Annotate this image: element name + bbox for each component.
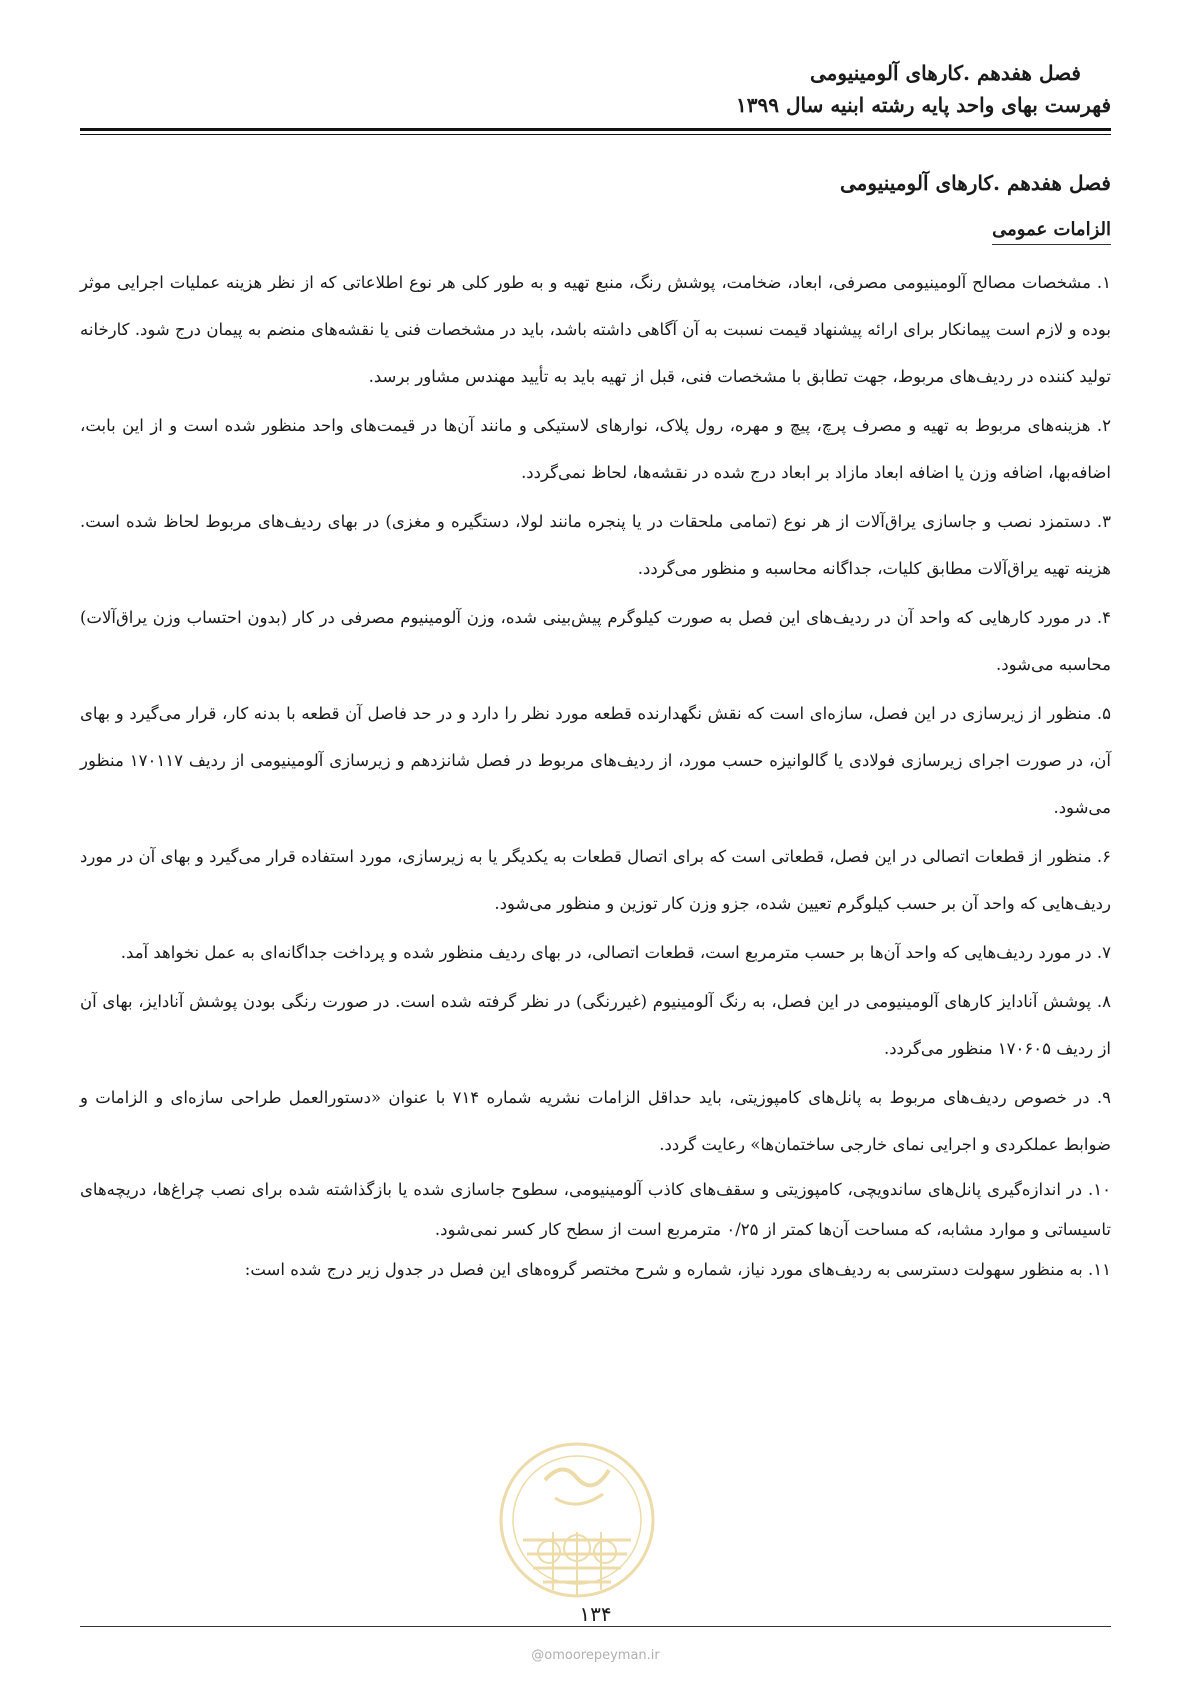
section-title: الزامات عمومی bbox=[992, 216, 1111, 245]
list-item-text: ۹. در خصوص ردیف‌های مربوط به پانل‌های کامپوزیتی، باید حداقل الزامات نشریه شماره ۷۱۴ با عنوان «دستورالعمل طراحی سازه‌ای و الزامات و ضوابط عملکردی و اجرایی نمای خارجی ساختمان‌ها» رعایت گردد. bbox=[80, 1088, 1111, 1154]
header-catalog: فهرست بهای واحد پایه رشته ابنیه سال ۱۳۹۹ bbox=[736, 93, 1111, 117]
list-item-text: ۱۰. در اندازه‌گیری پانل‌های ساندویچی، کامپوزیتی و سقف‌های کاذب آلومینیومی، سطوح جاسازی شده یا بازگذاشته شده برای نصب چراغ‌ها، دریچه‌های تاسیساتی و موارد مشابه، که مساحت آن‌ها کمتر از ۰/۲۵ مترمربع است از سطح کار کسر نمی‌شود. bbox=[80, 1180, 1111, 1239]
list-item bbox=[80, 690, 1111, 831]
header-rule-thin bbox=[80, 134, 1111, 135]
item-list bbox=[80, 259, 1111, 1290]
list-item bbox=[80, 402, 1111, 496]
list-item bbox=[80, 929, 1111, 976]
list-item bbox=[80, 1250, 1111, 1290]
list-item bbox=[80, 498, 1111, 592]
list-item-text: ۱۱. به منظور سهولت دسترسی به ردیف‌های مورد نیاز، شماره و شرح مختصر گروه‌های این فصل در جدول زیر درج شده است: bbox=[244, 1260, 1111, 1279]
list-item-text: ۶. منظور از قطعات اتصالی در این فصل، قطعاتی است که برای اتصال قطعات به یکدیگر یا به زیرسازی، مورد استفاده قرار می‌گیرد و بهای آن در مورد ردیف‌هایی که واحد آن بر حسب کیلوگرم تعیین شده، جزو وزن کار توزین و منظور می‌شود. bbox=[80, 847, 1111, 913]
list-item bbox=[80, 594, 1111, 688]
header-rule-thick bbox=[80, 128, 1111, 131]
list-item-text: ۱. مشخصات مصالح آلومینیومی مصرفی، ابعاد، ضخامت، پوشش رنگ، منبع تهیه و به طور کلی هر نوع اطلاعاتی که از نظر هزینه عملیات اجرایی موثر بوده و لازم است پیمانکار برای ارائه پیشنهاد قیمت نسبت به آن آگاهی داشته باشد، باید در مشخصات فنی یا نقشه‌های منضم به پیمان درج شود. کارخانه تولید کننده در ردیف‌های مربوط، جهت تطابق با مشخصات فنی، قبل از تهیه باید به تأیید مهندس مشاور برسد. bbox=[80, 273, 1111, 386]
main-content bbox=[80, 168, 1111, 1290]
watermark: @omoorepeyman.ir bbox=[531, 1648, 660, 1663]
list-item bbox=[80, 1074, 1111, 1168]
chapter-title: فصل هفدهم .کارهای آلومینیومی bbox=[839, 171, 1111, 195]
list-item-text: ۷. در مورد ردیف‌هایی که واحد آن‌ها بر حسب مترمربع است، قطعات اتصالی، در بهای ردیف منظور شده و پرداخت جداگانه‌ای به عمل نخواهد آمد. bbox=[120, 943, 1111, 962]
list-item-text: ۵. منظور از زیرسازی در این فصل، سازه‌ای است که نقش نگهدارنده قطعه مورد نظر را دارد و در حد فاصل آن قطعه با بدنه کار، قرار می‌گیرد و بهای آن، در صورت اجرای زیرسازی فولادی یا گالوانیزه حسب مورد، از ردیف‌های مربوط در فصل شانزدهم و زیرسازی آلومینیومی از ردیف ۱۷۰۱۱۷ منظور می‌شود. bbox=[80, 704, 1111, 817]
list-item-text: ۴. در مورد کارهایی که واحد آن در ردیف‌های این فصل به صورت کیلوگرم پیش‌بینی شده، وزن آلومینیوم مصرفی در کار (بدون احتساب وزن یراق‌آلات) محاسبه می‌شود. bbox=[80, 608, 1111, 674]
list-item bbox=[80, 833, 1111, 927]
seal-logo-icon bbox=[493, 1420, 661, 1620]
footer-rule bbox=[80, 1626, 1111, 1627]
list-item-text: ۲. هزینه‌های مربوط به تهیه و مصرف پرچ، پیچ و مهره، رول پلاک، نوارهای لاستیکی و مانند آن‌ها در قیمت‌های واحد منظور شده است و از این بابت، اضافه‌بها، اضافه وزن یا اضافه ابعاد مازاد بر ابعاد درج شده در نقشه‌ها، لحاظ نمی‌گردد. bbox=[80, 416, 1111, 482]
list-item-text: ۸. پوشش آنادایز کارهای آلومینیومی در این فصل، به رنگ آلومینیوم (غیررنگی) در نظر گرفته شده است. در صورت رنگی بودن پوشش آنادایز، بهای آن از ردیف ۱۷۰۶۰۵ منظور می‌گردد. bbox=[80, 992, 1111, 1058]
header-chapter: فصل هفدهم .کارهای آلومینیومی bbox=[809, 61, 1081, 85]
page-number: ۱۳۴ bbox=[579, 1602, 612, 1626]
list-item bbox=[80, 259, 1111, 400]
page-header bbox=[80, 58, 1111, 120]
list-item-text: ۳. دستمزد نصب و جاسازی یراق‌آلات از هر نوع (تمامی ملحقات در یا پنجره مانند لولا، دستگیره و مغزی) در بهای ردیف‌های مربوط لحاظ شده است. هزینه تهیه یراق‌آلات مطابق کلیات، جداگانه محاسبه و منظور می‌گردد. bbox=[80, 512, 1111, 578]
list-item bbox=[80, 978, 1111, 1072]
list-item bbox=[80, 1170, 1111, 1250]
